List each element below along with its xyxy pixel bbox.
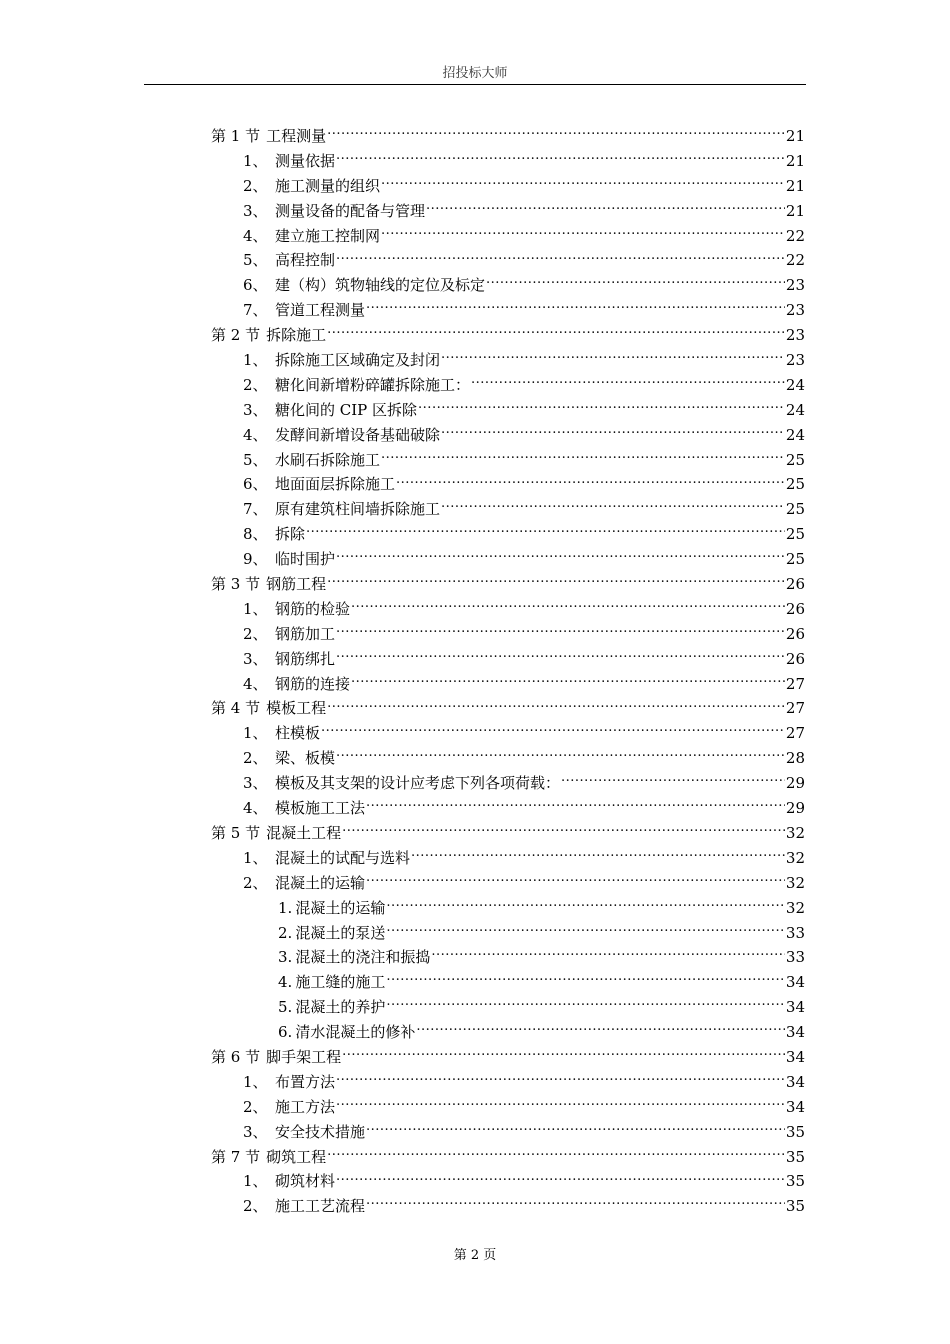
toc-entry-title: 柱模板 [275, 724, 321, 743]
toc-entry[interactable] [0, 597, 950, 622]
toc-dot-leader [327, 126, 785, 141]
toc-entry-page: 32 [785, 873, 805, 892]
toc-entry[interactable] [0, 771, 950, 796]
toc-section-entry[interactable] [0, 696, 950, 721]
toc-entry[interactable] [0, 373, 950, 398]
toc-entry-title: 混凝土的浇注和振捣 [295, 948, 431, 967]
toc-entry[interactable] [0, 273, 950, 298]
toc-dot-leader [426, 201, 785, 216]
toc-entry-page: 26 [785, 649, 805, 668]
toc-entry-page: 25 [785, 525, 805, 544]
toc-dot-leader [416, 1022, 785, 1037]
toc-entry-page: 32 [785, 898, 805, 917]
toc-dot-leader [431, 947, 785, 962]
toc-entry-page: 28 [785, 749, 805, 768]
toc-entry-title: 钢筋工程 [266, 575, 327, 594]
toc-dot-leader [366, 1196, 785, 1211]
toc-dot-leader [336, 151, 785, 166]
toc-entry-page: 23 [785, 326, 805, 345]
toc-section-entry[interactable] [0, 572, 950, 597]
toc-entry-title: 工程测量 [266, 127, 327, 145]
toc-entry[interactable] [0, 174, 950, 199]
toc-entry-title: 水刷石拆除施工 [275, 450, 381, 469]
toc-dot-leader [441, 499, 785, 514]
toc-entry-number: 5、 [243, 450, 268, 469]
toc-entry-page: 22 [785, 251, 805, 270]
toc-entry-number: 第 1 节 [211, 127, 261, 145]
toc-entry[interactable] [0, 721, 950, 746]
toc-entry[interactable] [0, 846, 950, 871]
toc-dot-leader [366, 300, 785, 315]
toc-entry-number: 1、 [243, 1072, 268, 1091]
toc-entry-title: 模板工程 [266, 699, 327, 718]
toc-entry-page: 25 [785, 500, 805, 519]
toc-entry-page: 24 [785, 425, 805, 444]
toc-entry-page: 27 [785, 699, 805, 718]
toc-entry-number: 第 2 节 [211, 326, 261, 345]
toc-dot-leader [336, 748, 785, 763]
toc-entry-title: 建（构）筑物轴线的定位及标定 [275, 276, 486, 295]
toc-entry-number: 1、 [243, 351, 268, 370]
toc-entry-page: 35 [785, 1122, 805, 1141]
toc-entry[interactable] [0, 1194, 950, 1219]
toc-entry-title: 糖化间新增粉碎罐拆除施工： [275, 375, 471, 394]
toc-entry-page: 24 [785, 400, 805, 419]
page-header [144, 64, 806, 85]
toc-entry-title: 混凝土的运输 [275, 873, 366, 892]
toc-dot-leader [336, 1097, 785, 1112]
toc-dot-leader [327, 1147, 785, 1162]
toc-entry-number: 3、 [243, 400, 268, 419]
toc-entry[interactable] [0, 224, 950, 249]
toc-dot-leader [327, 698, 785, 713]
toc-entry-title: 糖化间的 CIP 区拆除 [275, 400, 418, 419]
toc-entry-title: 测量设备的配备与管理 [275, 201, 426, 220]
toc-entry-number: 2、 [243, 873, 268, 892]
toc-section-entry[interactable] [0, 323, 950, 348]
toc-entry-page: 21 [785, 201, 805, 220]
toc-entry-title: 布置方法 [275, 1072, 336, 1091]
toc-entry-page: 24 [785, 375, 805, 394]
toc-entry[interactable] [0, 1120, 950, 1145]
toc-entry-page: 34 [785, 998, 805, 1017]
toc-dot-leader [381, 226, 785, 241]
toc-entry[interactable] [0, 871, 950, 896]
toc-entry-page: 26 [785, 624, 805, 643]
toc-entry[interactable] [0, 796, 950, 821]
toc-section-entry[interactable] [0, 124, 950, 149]
toc-entry-number: 7、 [243, 301, 268, 320]
header-title: 招投标大师 [442, 66, 508, 81]
toc-entry[interactable] [0, 348, 950, 373]
toc-entry[interactable] [0, 497, 950, 522]
toc-entry-number: 第 5 节 [211, 823, 261, 842]
toc-entry-title: 砌筑材料 [275, 1172, 336, 1191]
toc-entry[interactable] [0, 896, 950, 921]
toc-entry-page: 25 [785, 550, 805, 569]
toc-entry-number: 6. [278, 1023, 293, 1042]
toc-entry[interactable] [0, 921, 950, 946]
toc-dot-leader [366, 798, 785, 813]
toc-entry-title: 施工工艺流程 [275, 1197, 366, 1216]
toc-dot-leader [386, 898, 785, 913]
toc-entry-number: 1、 [243, 151, 268, 170]
toc-entry-number: 3、 [243, 201, 268, 220]
toc-entry-page: 33 [785, 948, 805, 967]
toc-entry-page: 23 [785, 301, 805, 320]
toc-entry-title: 建立施工控制网 [275, 226, 381, 245]
toc-entry-title: 模板施工工法 [275, 799, 366, 818]
toc-entry[interactable] [0, 149, 950, 174]
toc-entry-number: 5、 [243, 251, 268, 270]
toc-dot-leader [336, 549, 785, 564]
toc-entry-title: 测量依据 [275, 151, 336, 170]
toc-entry-number: 1、 [243, 724, 268, 743]
toc-entry-number: 6、 [243, 475, 268, 494]
toc-entry-number: 2、 [243, 375, 268, 394]
toc-entry-title: 临时围护 [275, 550, 336, 569]
toc-dot-leader [351, 674, 785, 689]
toc-entry-title: 高程控制 [275, 251, 336, 270]
toc-entry-page: 23 [785, 351, 805, 370]
toc-dot-leader [336, 1171, 785, 1186]
toc-entry-number: 1、 [243, 599, 268, 618]
toc-dot-leader [351, 599, 785, 614]
page-footer [0, 1246, 950, 1266]
toc-entry-page: 34 [785, 1047, 805, 1066]
toc-entry-page: 21 [785, 127, 805, 145]
toc-entry[interactable] [0, 448, 950, 473]
toc-dot-leader [386, 923, 785, 938]
toc-entry-number: 2、 [243, 624, 268, 643]
toc-dot-leader [441, 350, 785, 365]
toc-entry-title: 施工缝的施工 [295, 973, 386, 992]
toc-entry-number: 第 7 节 [211, 1147, 261, 1166]
toc-entry-number: 第 4 节 [211, 699, 261, 718]
toc-dot-leader [386, 972, 785, 987]
toc-entry-page: 25 [785, 475, 805, 494]
toc-entry[interactable] [0, 1095, 950, 1120]
toc-entry[interactable] [0, 398, 950, 423]
toc-entry-page: 26 [785, 599, 805, 618]
toc-dot-leader [381, 176, 785, 191]
toc-entry-title: 钢筋的检验 [275, 599, 351, 618]
toc-entry[interactable] [0, 1169, 950, 1194]
toc-entry-page: 34 [785, 1097, 805, 1116]
toc-entry-number: 6、 [243, 276, 268, 295]
toc-entry-title: 模板及其支架的设计应考虑下列各项荷载： [275, 774, 561, 793]
toc-dot-leader [471, 375, 785, 390]
toc-entry-page: 32 [785, 823, 805, 842]
toc-dot-leader [396, 474, 785, 489]
toc-entry-number: 2、 [243, 1097, 268, 1116]
toc-entry-title: 混凝土的养护 [295, 998, 386, 1017]
toc-dot-leader [381, 450, 785, 465]
toc-entry-page: 26 [785, 575, 805, 594]
toc-entry-title: 原有建筑柱间墙拆除施工 [275, 500, 441, 519]
toc-entry-title: 清水混凝土的修补 [295, 1023, 416, 1042]
toc-dot-leader [342, 1047, 785, 1062]
toc-entry-title: 混凝土的运输 [295, 898, 386, 917]
toc-entry-page: 33 [785, 923, 805, 942]
toc-entry-title: 钢筋绑扎 [275, 649, 336, 668]
toc-entry-page: 34 [785, 1023, 805, 1042]
toc-entry-number: 1、 [243, 848, 268, 867]
toc-entry-number: 2. [278, 923, 293, 942]
toc-entry-page: 21 [785, 151, 805, 170]
toc-entry[interactable] [0, 472, 950, 497]
toc-entry-number: 3、 [243, 649, 268, 668]
toc-dot-leader [418, 400, 785, 415]
toc-dot-leader [342, 823, 785, 838]
toc-entry-number: 3、 [243, 1122, 268, 1141]
toc-entry-title: 脚手架工程 [266, 1047, 342, 1066]
toc-dot-leader [366, 1122, 785, 1137]
toc-dot-leader [336, 250, 785, 265]
toc-entry-number: 1、 [243, 1172, 268, 1191]
toc-entry-page: 27 [785, 674, 805, 693]
toc-entry-title: 安全技术措施 [275, 1122, 366, 1141]
toc-entry[interactable] [0, 647, 950, 672]
toc-entry[interactable] [0, 547, 950, 572]
toc-entry-title: 混凝土的试配与选料 [275, 848, 411, 867]
toc-entry-page: 35 [785, 1172, 805, 1191]
toc-entry-page: 25 [785, 450, 805, 469]
toc-entry[interactable] [0, 970, 950, 995]
toc-entry-title: 施工测量的组织 [275, 176, 381, 195]
toc-entry-number: 5. [278, 998, 293, 1017]
toc-dot-leader [336, 649, 785, 664]
toc-entry-number: 3. [278, 948, 293, 967]
toc-entry-number: 4. [278, 973, 293, 992]
toc-entry-number: 9、 [243, 550, 268, 569]
toc-entry-title: 砌筑工程 [266, 1147, 327, 1166]
toc-dot-leader [411, 848, 785, 863]
toc-dot-leader [336, 624, 785, 639]
toc-dot-leader [366, 873, 785, 888]
toc-dot-leader [321, 723, 785, 738]
toc-entry-number: 4、 [243, 425, 268, 444]
toc-entry-page: 35 [785, 1147, 805, 1166]
toc-entry-page: 27 [785, 724, 805, 743]
toc-entry-title: 发酵间新增设备基础破除 [275, 425, 441, 444]
toc-entry[interactable] [0, 298, 950, 323]
toc-dot-leader [327, 325, 785, 340]
toc-entry[interactable] [0, 995, 950, 1020]
toc-entry-page: 23 [785, 276, 805, 295]
toc-dot-leader [327, 574, 785, 589]
toc-entry[interactable] [0, 1020, 950, 1045]
toc-entry-number: 4、 [243, 799, 268, 818]
toc-dot-leader [561, 773, 785, 788]
toc-entry-title: 拆除 [275, 525, 306, 544]
table-of-contents [0, 124, 950, 1219]
toc-entry[interactable] [0, 1070, 950, 1095]
toc-entry-title: 混凝土工程 [266, 823, 342, 842]
toc-entry-title: 拆除施工 [266, 326, 327, 345]
toc-entry[interactable] [0, 622, 950, 647]
toc-entry-page: 32 [785, 848, 805, 867]
toc-dot-leader [386, 997, 785, 1012]
toc-entry-page: 29 [785, 799, 805, 818]
toc-entry-page: 35 [785, 1197, 805, 1216]
toc-entry-number: 2、 [243, 749, 268, 768]
toc-entry-title: 地面面层拆除施工 [275, 475, 396, 494]
toc-entry-title: 钢筋的连接 [275, 674, 351, 693]
toc-entry-title: 混凝土的泵送 [295, 923, 386, 942]
toc-entry-number: 1. [278, 898, 293, 917]
toc-dot-leader [486, 275, 785, 290]
toc-dot-leader [306, 524, 785, 539]
page-number: 第 2 页 [453, 1248, 497, 1263]
toc-entry[interactable] [0, 945, 950, 970]
toc-entry-page: 21 [785, 176, 805, 195]
toc-dot-leader [336, 1072, 785, 1087]
toc-entry-number: 8、 [243, 525, 268, 544]
toc-entry-title: 管道工程测量 [275, 301, 366, 320]
toc-entry-page: 29 [785, 774, 805, 793]
toc-entry[interactable] [0, 248, 950, 273]
toc-entry-title: 梁、板模 [275, 749, 336, 768]
toc-entry-page: 34 [785, 973, 805, 992]
toc-entry-page: 22 [785, 226, 805, 245]
toc-section-entry[interactable] [0, 1145, 950, 1170]
toc-entry[interactable] [0, 423, 950, 448]
toc-entry[interactable] [0, 522, 950, 547]
toc-entry-title: 钢筋加工 [275, 624, 336, 643]
toc-entry-number: 2、 [243, 176, 268, 195]
toc-entry[interactable] [0, 746, 950, 771]
toc-dot-leader [441, 425, 785, 440]
toc-entry-title: 施工方法 [275, 1097, 336, 1116]
toc-entry-number: 7、 [243, 500, 268, 519]
toc-section-entry[interactable] [0, 821, 950, 846]
toc-entry-title: 拆除施工区域确定及封闭 [275, 351, 441, 370]
toc-entry-page: 34 [785, 1072, 805, 1091]
toc-entry-number: 4、 [243, 226, 268, 245]
toc-entry-number: 2、 [243, 1197, 268, 1216]
toc-entry[interactable] [0, 199, 950, 224]
toc-entry-number: 3、 [243, 774, 268, 793]
toc-entry-number: 第 3 节 [211, 575, 261, 594]
toc-entry-number: 第 6 节 [211, 1047, 261, 1066]
toc-entry[interactable] [0, 672, 950, 697]
toc-section-entry[interactable] [0, 1045, 950, 1070]
toc-entry-number: 4、 [243, 674, 268, 693]
